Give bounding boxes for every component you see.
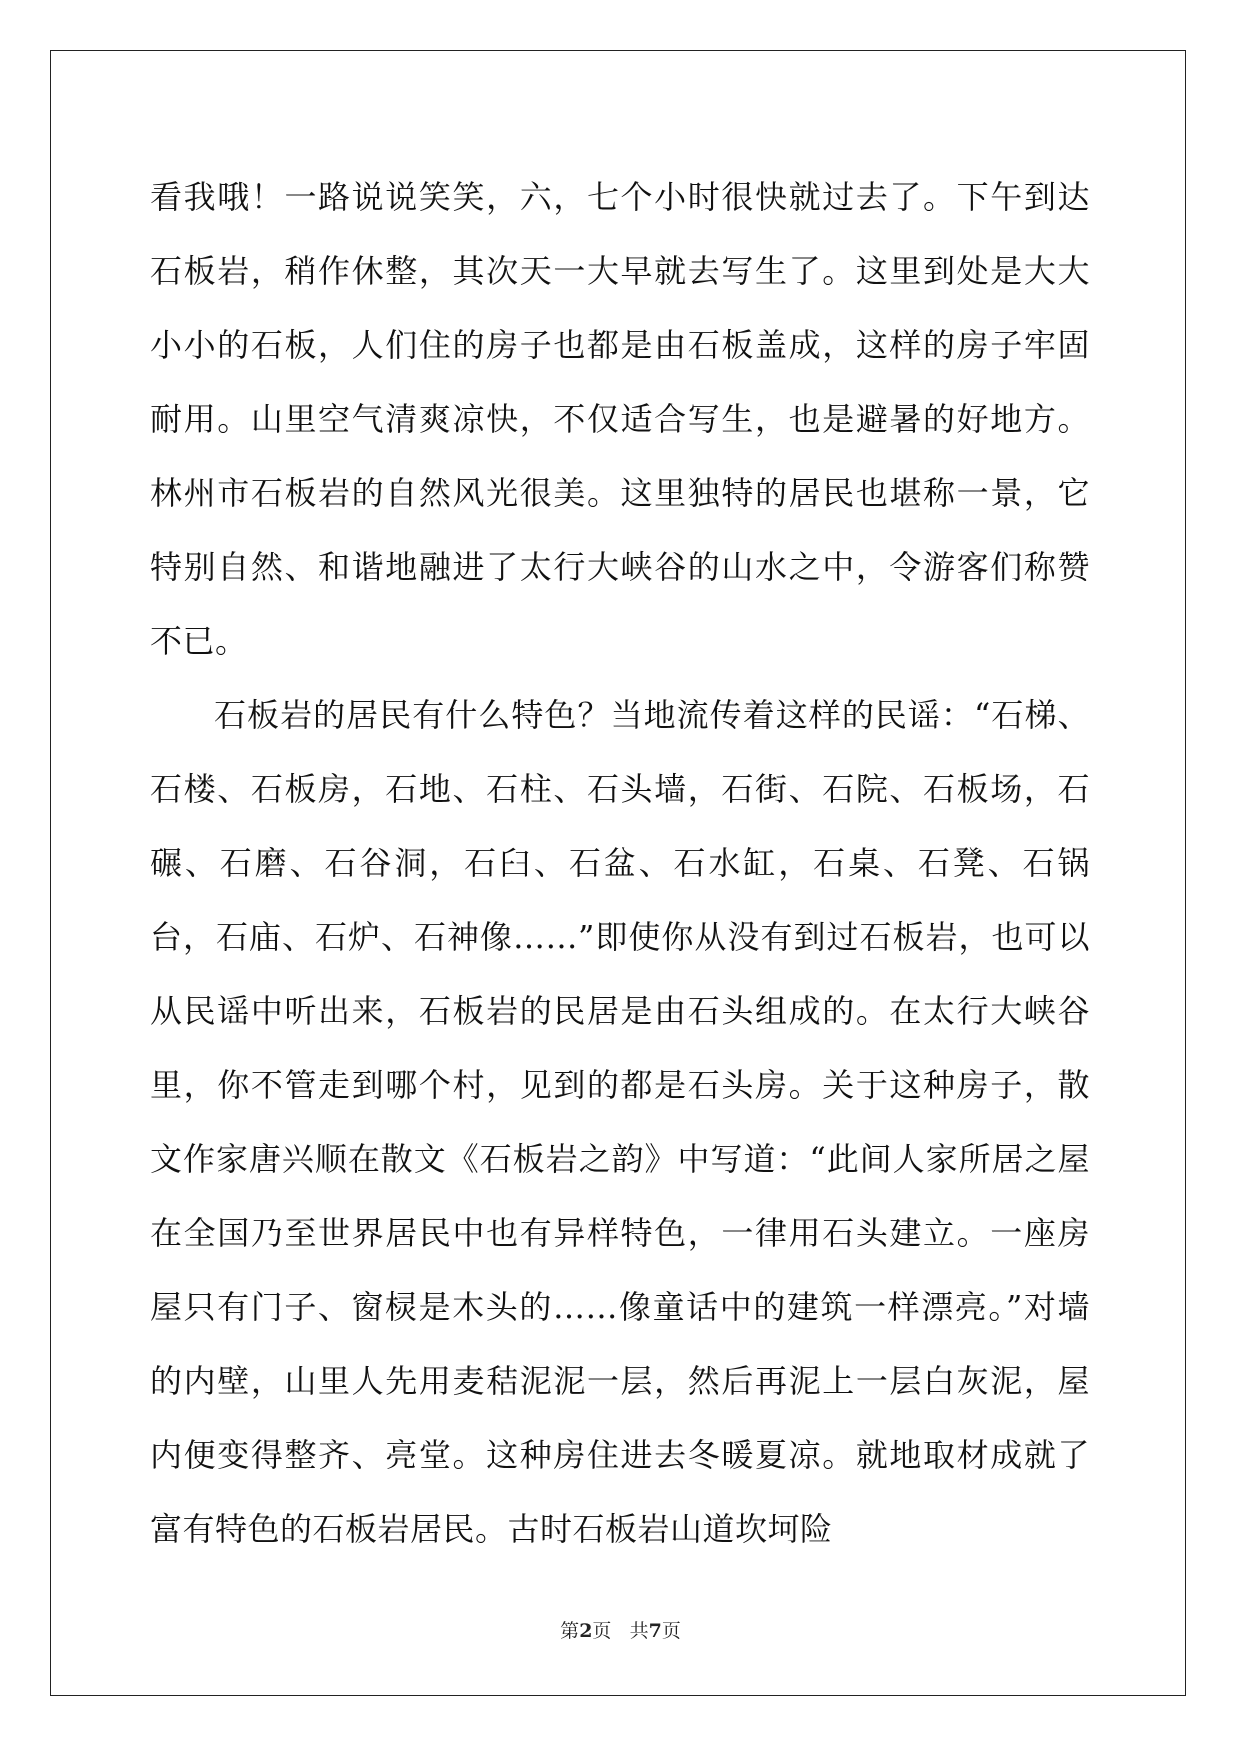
page-footer	[0, 1616, 1241, 1643]
page-prefix: 第	[560, 1620, 580, 1642]
document-body	[150, 160, 1090, 1566]
total-prefix: 共	[629, 1620, 649, 1642]
paragraph-stone-houses: 石板岩的居民有什么特色？当地流传着这样的民谣：“石梯、石楼、石板房，石地、石柱、石头墙，石街、石院、石板场，石碾、石磨、石谷洞，石臼、石盆、石水缸，石桌、石凳、石锅台，石庙、石炉、石神像……”即使你从没有到过石板岩，也可以从民谣中听出来，石板岩的民居是由石头组成的。在太行大峡谷里，你不管走到哪个村，见到的都是石头房。关于这种房子，散文作家唐兴顺在散文《石板岩之韵》中写道：“此间人家所居之屋在全国乃至世界居民中也有异样特色，一律用石头建立。一座房屋只有门子、窗棂是木头的……像童话中的建筑一样漂亮。”对墙的内壁，山里人先用麦秸泥泥一层，然后再泥上一层白灰泥，屋内便变得整齐、亮堂。这种房住进去冬暖夏凉。就地取材成就了富有特色的石板岩居民。古时石板岩山道坎坷险	[150, 696, 1090, 1548]
paragraph-continued: 看我哦！一路说说笑笑，六，七个小时很快就过去了。下午到达石板岩，稍作休整，其次天一大早就去写生了。这里到处是大大小小的石板，人们住的房子也都是由石板盖成，这样的房子牢固耐用。山里空气清爽凉快，不仅适合写生，也是避暑的好地方。林州市石板岩的自然风光很美。这里独特的居民也堪称一景，它特别自然、和谐地融进了太行大峡谷的山水之中，令游客们称赞不已。	[150, 178, 1090, 660]
page-number: 2	[579, 1620, 593, 1642]
total-pages: 7	[648, 1620, 662, 1642]
total-suffix: 页	[661, 1620, 681, 1642]
page-suffix: 页	[592, 1620, 612, 1642]
